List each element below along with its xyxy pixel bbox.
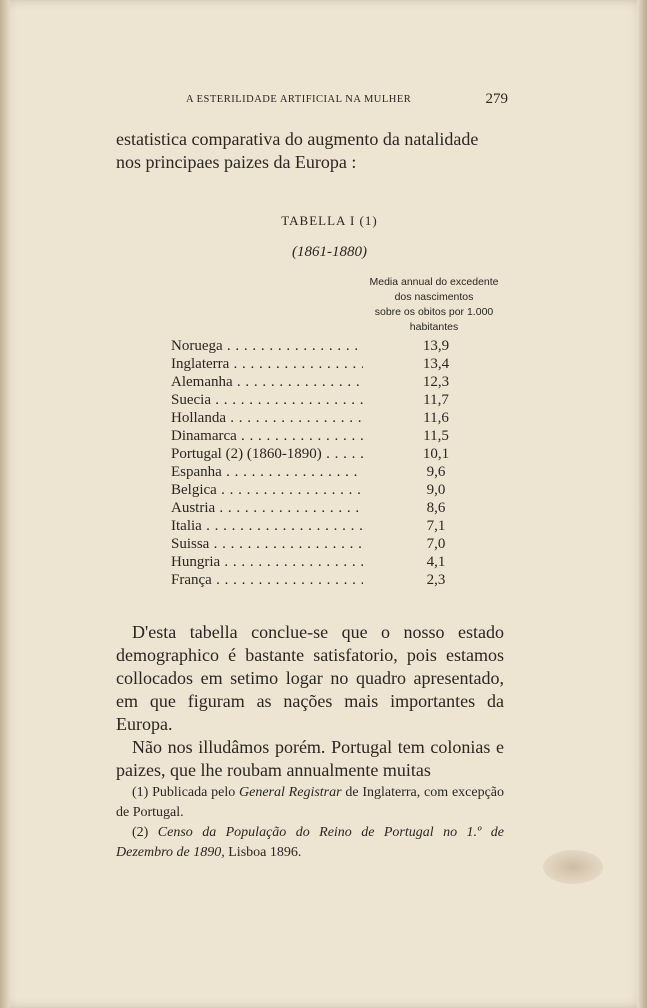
surplus-value: 9,0 (426, 482, 446, 498)
surplus-value: 7,1 (426, 518, 446, 534)
country-name: Noruega . . . (171, 337, 363, 355)
paragraph: D'esta tabella conclue-se que o nosso estado demographico é bastante satisfatorio, pois estamos collocados em setimo logar no quadro apresentado, em que figuram as nações mais importantes da Europa. (116, 622, 504, 734)
column-header-line: habitantes (409, 321, 459, 333)
intro-line: nos principaes paizes da Europa : (116, 152, 357, 172)
surplus-value: 11,6 (423, 410, 449, 426)
table-row (171, 499, 461, 517)
surplus-value: 13,9 (422, 338, 450, 354)
column-header-line: Media annual do excedente (369, 276, 499, 288)
table-period: (1861-1880) (292, 244, 367, 260)
table-rows (171, 337, 461, 589)
column-header-line: dos nascimentos (394, 291, 474, 303)
table-row (171, 427, 461, 445)
country-name: Austria . . . (171, 499, 363, 517)
page-edge-left (0, 0, 10, 1008)
footnote-italic: General Registrar (239, 785, 342, 800)
table-row (171, 409, 461, 427)
intro-text (116, 128, 504, 174)
surplus-value: 11,5 (423, 428, 449, 444)
table-row (171, 481, 461, 499)
footnote (116, 823, 504, 863)
country-name: Hollanda . . . (171, 409, 363, 427)
surplus-value: 9,6 (426, 464, 446, 480)
surplus-value: 4,1 (426, 554, 446, 570)
table-row (171, 517, 461, 535)
table-row (171, 535, 461, 553)
table-column-header (352, 275, 516, 335)
country-name: França . . . (171, 571, 363, 589)
paragraph: Não nos illudâmos porém. Portugal tem colonias e paizes, que lhe roubam annualmente muitas (116, 737, 504, 780)
country-name: Belgica . . . (171, 481, 363, 499)
country-name: Dinamarca . . . (171, 427, 363, 445)
country-name: Espanha . . . (171, 463, 363, 481)
footnote-italic: Censo da População do Reino de Portugal no 1.º de Dezembro de 1890, (116, 825, 505, 860)
footnote-marker: (2) (132, 825, 149, 840)
intro-line: estatistica comparativa do augmento da natalidade (116, 129, 479, 149)
table-row (171, 445, 461, 463)
table-row (171, 463, 461, 481)
footnote-text: de Inglaterra, com excepção de Portugal. (116, 785, 505, 820)
table-row (171, 553, 461, 571)
country-name: Suecia . . . (171, 391, 363, 409)
surplus-value: 11,7 (423, 392, 449, 408)
body-text (116, 621, 504, 782)
footnotes (116, 783, 504, 863)
page-edge-right (637, 0, 647, 1008)
table-row (171, 391, 461, 409)
running-head: A ESTERILIDADE ARTIFICIAL NA MULHER (186, 94, 412, 105)
paper-stain (543, 850, 603, 884)
surplus-value: 12,3 (422, 374, 450, 390)
country-name: Alemanha . . . (171, 373, 363, 391)
country-name: Suissa . . . (171, 535, 363, 553)
surplus-value: 8,6 (426, 500, 446, 516)
surplus-value: 10,1 (422, 446, 450, 462)
country-name: Portugal (2) (1860-1890) . . . (171, 445, 363, 463)
surplus-value: 7,0 (426, 536, 446, 552)
country-name: Inglaterra . . . (171, 355, 363, 373)
table-row (171, 373, 461, 391)
surplus-value: 13,4 (422, 356, 450, 372)
column-header-line: sobre os obitos por 1.000 (374, 306, 494, 318)
country-name: Italia . . . (171, 517, 363, 535)
footnote-marker: (1) (132, 785, 149, 800)
footnote-text: Publicada pelo (152, 785, 240, 800)
table-row (171, 337, 461, 355)
table-row (171, 355, 461, 373)
table-title: TABELLA I (1) (281, 213, 378, 228)
country-name: Hungria . . . (171, 553, 363, 571)
footnote-text: Lisboa 1896. (224, 845, 302, 860)
surplus-value: 2,3 (426, 572, 446, 588)
footnote (116, 783, 504, 823)
table-row (171, 571, 461, 589)
page-number: 279 (485, 91, 508, 107)
